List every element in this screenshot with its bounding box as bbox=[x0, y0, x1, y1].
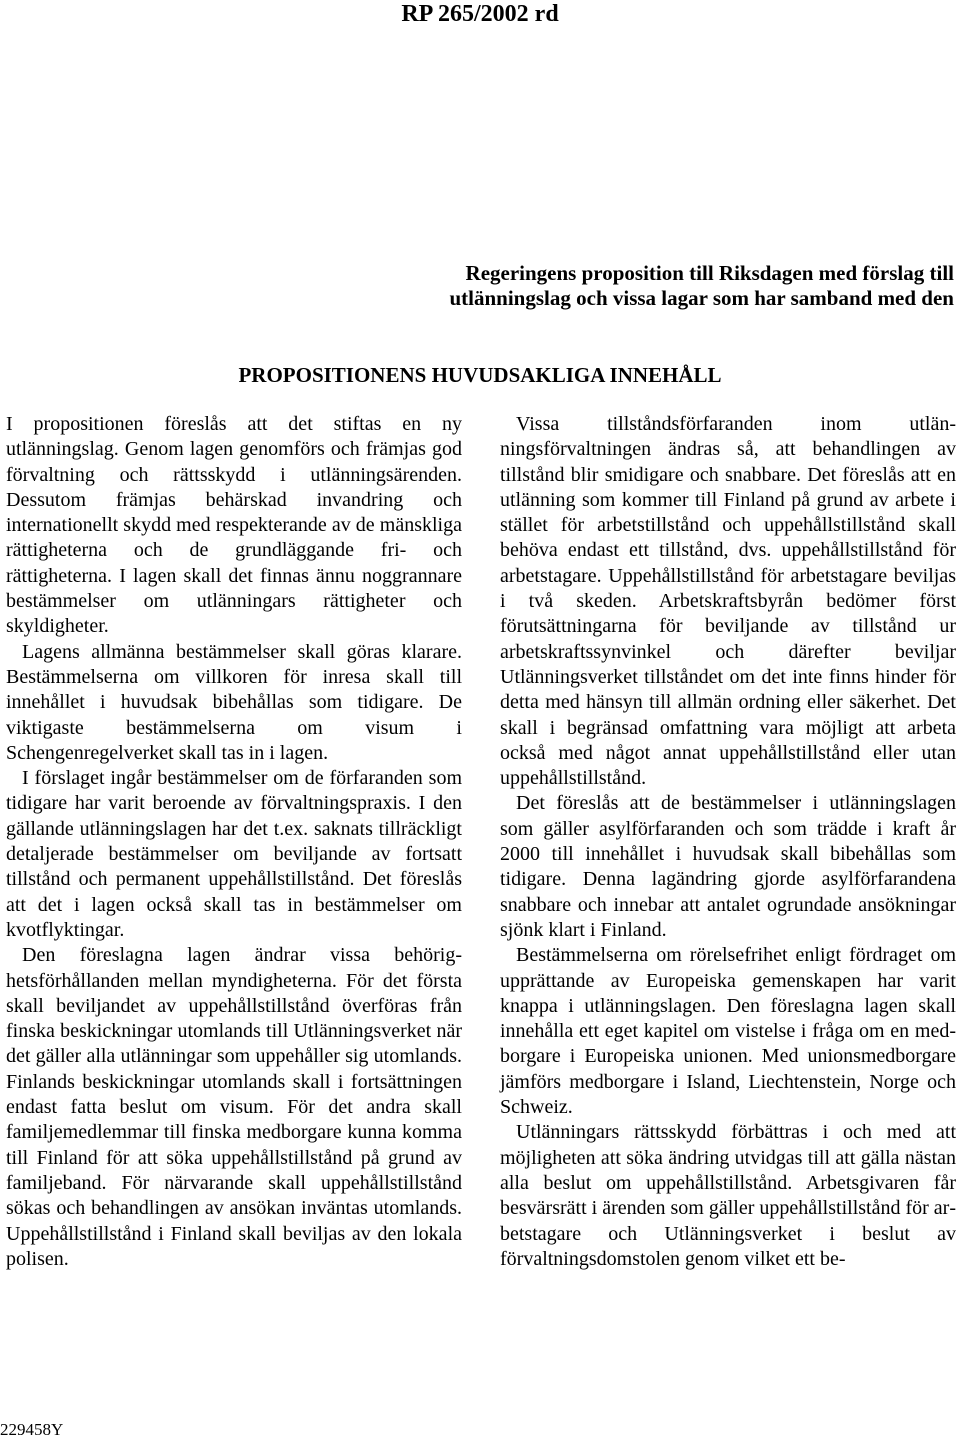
paragraph: I propositionen föreslås att det stiftas en ny utlänningslag. Genom lagen genomförs och främjas god förvaltning och rättsskydd i utlänningsärenden. Dessutom främjas behärskad invandring och internationellt skydd med respekterande av de mänskliga rättigheterna och de grundläggande fri- och rättigheterna. I lagen skall det finnas ännu noggrannare bestämmelser om utlänningars rättigheter och skyldigheter. bbox=[6, 413, 462, 638]
paragraph: Den föreslagna lagen ändrar vissa behörighetsförhållanden mellan myndigheterna. För det första skall beviljandet av uppehållstillstånd överföras från finska beskickningar utomlands till Utlänningsverket när det gäller alla utlänningar som uppehåller sig utomlands. Finlands beskickningar utomlands skall i fortsättningen endast fatta beslut om visum. För det andra skall familjemedlemmar till finska medborgare kunna komma till Finland för att söka uppehållstillstånd på grund av familjeband. För närvarande skall uppehållstillstånd sökas och behandlingen av ansökan inväntas utomlands. Uppehållstillstånd i Finland skall beviljas av den lokala polisen. bbox=[6, 944, 462, 1270]
document-title bbox=[354, 261, 954, 311]
section-heading: PROPOSITIONENS HUVUDSAKLIGA INNEHÅLL bbox=[238, 363, 722, 387]
paragraph: Bestämmelserna om rörelsefrihet enligt fördraget om upprättande av Europeiska gemenskapen har varit knappa i utlänningslagen. Den föreslagna lagen skall innehålla ett eget kapitel om vistelse i fråga om en medborgare i Europeiska unionen. Med unionsmedborgare jämförs medborgare i Island, Liechtenstein, Norge och Schweiz. bbox=[500, 944, 956, 1119]
right-column bbox=[500, 412, 956, 1272]
paragraph: Vissa tillståndsförfaranden inom utlänningsförvaltningen ändras så, att behandlingen av tillstånd blir smidigare och snabbare. Det föreslås att en utlänning som kommer till Finland på grund av arbete i stället för arbetstillstånd och uppehållstillstånd skall behöva endast ett tillstånd, dvs. uppehållstillstånd för arbetstagare. Uppehållstillstånd för arbetstagare beviljas i två skeden. Arbetskraftsbyrån bedömer först förutsättningarna för beviljande av tillstånd ur arbetskraftssynvinkel och därefter beviljar Utlänningsverket tillståndet om det inte finns hinder för detta med hänsyn till allmän ordning eller säkerhet. Det skall i begränsad omfattning vara möjligt att arbeta också med något annat uppehållstillstånd eller utan uppehållstillstånd. bbox=[500, 413, 956, 790]
document-id: RP 265/2002 rd bbox=[401, 1, 559, 27]
paragraph: Det föreslås att de bestämmelser i utlänningslagen som gäller asylförfaranden och som trädde i kraft år 2000 till innehållet i huvudsak skall bibehållas som tidigare. Denna lagändring gjorde asylförfarandena snabbare och innebar att antalet ogrundade ansökningar sjönk klart i Finland. bbox=[500, 792, 956, 941]
paragraph: I förslaget ingår bestämmelser om de förfaranden som tidigare har varit beroende av förvaltningspraxis. I den gällande utlänningslagen har det t.ex. saknats tillräckligt detaljerade bestämmelser om beviljande av fortsatt tillstånd och permanent uppehållstillstånd. Det föreslås att det i lagen också skall tas in bestämmelser om kvotflyktingar. bbox=[6, 767, 462, 941]
document-code: 229458Y bbox=[0, 1420, 64, 1439]
title-line-2: utlänningslag och vissa lagar som har samband med den bbox=[449, 286, 954, 310]
title-line-1: Regeringens proposition till Riksdagen med förslag till bbox=[465, 261, 954, 285]
paragraph: Lagens allmänna bestämmelser skall göras klarare. Bestämmelserna om villkoren för inresa skall till innehållet i huvudsak bibehållas som tidigare. De viktigaste bestämmelserna om visum i Schengenregelverket skall tas in i lagen. bbox=[6, 640, 462, 764]
left-column bbox=[6, 412, 462, 1272]
paragraph: Utlänningars rättsskydd förbättras i och med att möjligheten att söka ändring utvidgas till att gälla nästan alla beslut om uppehållstillstånd. Arbetsgivaren får besvärsrätt i ärenden som gäller uppehållstillstånd för arbetstagare och Utlänningsverket i beslut av förvaltningsdomstolen genom vilket ett be- bbox=[500, 1121, 956, 1270]
